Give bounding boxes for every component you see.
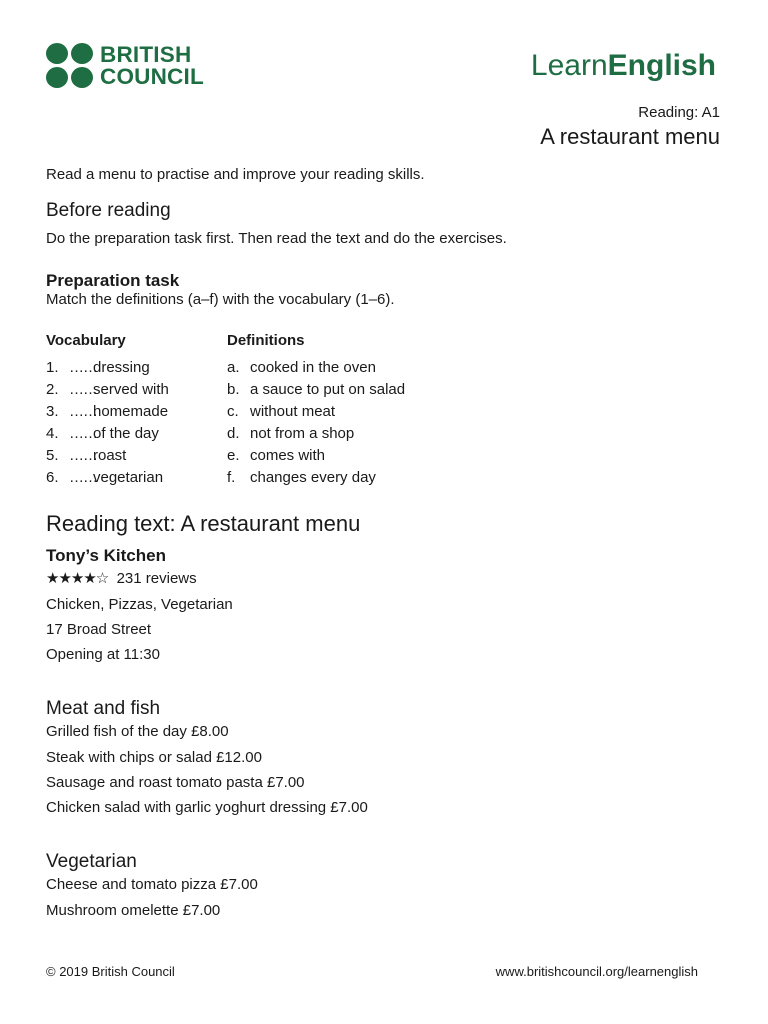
menu-item: Steak with chips or salad £12.00 [46,749,262,766]
level-label: Reading: A1 [638,104,720,121]
before-reading-text: Do the preparation task first. Then read the text and do the exercises. [46,230,507,247]
list-item: c. without meat [227,403,336,420]
menu-item: Mushroom omelette £7.00 [46,902,221,919]
address: 17 Broad Street [46,621,152,638]
list-item: 4. ……of the day [46,425,159,442]
logo-wordmark [100,44,204,88]
list-item: 1. ……dressing [46,359,150,376]
menu-item: Cheese and tomato pizza £7.00 [46,876,258,893]
logo-line2: COUNCIL [100,64,204,89]
list-item: f. changes every day [227,469,376,486]
brand-english: English [607,49,716,82]
star-rating-icon: ★★★★☆ [46,570,109,587]
reading-heading: Reading text: A restaurant menu [46,511,361,536]
list-item: d. not from a shop [227,425,355,442]
menu-item: Chicken salad with garlic yoghurt dressing £7.00 [46,799,368,816]
footer-url[interactable]: www.britishcouncil.org/learnenglish [495,964,698,979]
list-item: e. comes with [227,447,326,464]
menu-item: Sausage and roast tomato pasta £7.00 [46,774,305,791]
menu-item: Grilled fish of the day £8.00 [46,723,229,740]
definitions-column [227,331,405,489]
list-item: 3. ……homemade [46,403,169,420]
restaurant-name: Tony’s Kitchen [46,546,166,565]
british-council-dots-icon [46,43,94,89]
list-item: 6. ……vegetarian [46,469,164,486]
learnenglish-logo [531,49,716,83]
before-reading-heading: Before reading [46,200,171,221]
list-item: b. a sauce to put on salad [227,381,406,398]
vocabulary-column [46,331,169,489]
logo-line1: BRITISH [100,42,192,67]
list-item: 2. ……served with [46,381,169,398]
brand-learn: Learn [530,49,608,82]
page-title: A restaurant menu [540,124,720,149]
definitions-list [227,357,405,489]
preparation-heading: Preparation task [46,271,180,290]
review-count: 231 reviews [116,570,197,587]
opening-time: Opening at 11:30 [46,646,160,663]
preparation-text: Match the definitions (a–f) with the vocabulary (1–6). [46,291,395,308]
copyright: © 2019 British Council [46,964,175,979]
vocabulary-heading: Vocabulary [46,332,126,349]
list-item: 5. ……roast [46,447,127,464]
cuisine: Chicken, Pizzas, Vegetarian [46,596,233,613]
rating [46,569,197,589]
meat-fish-heading: Meat and fish [46,698,161,719]
list-item: a. cooked in the oven [227,359,376,376]
definitions-heading: Definitions [227,332,305,349]
vocabulary-list [46,357,169,489]
intro-text: Read a menu to practise and improve your reading skills. [46,166,425,183]
vegetarian-heading: Vegetarian [46,851,137,872]
british-council-logo [46,43,204,89]
